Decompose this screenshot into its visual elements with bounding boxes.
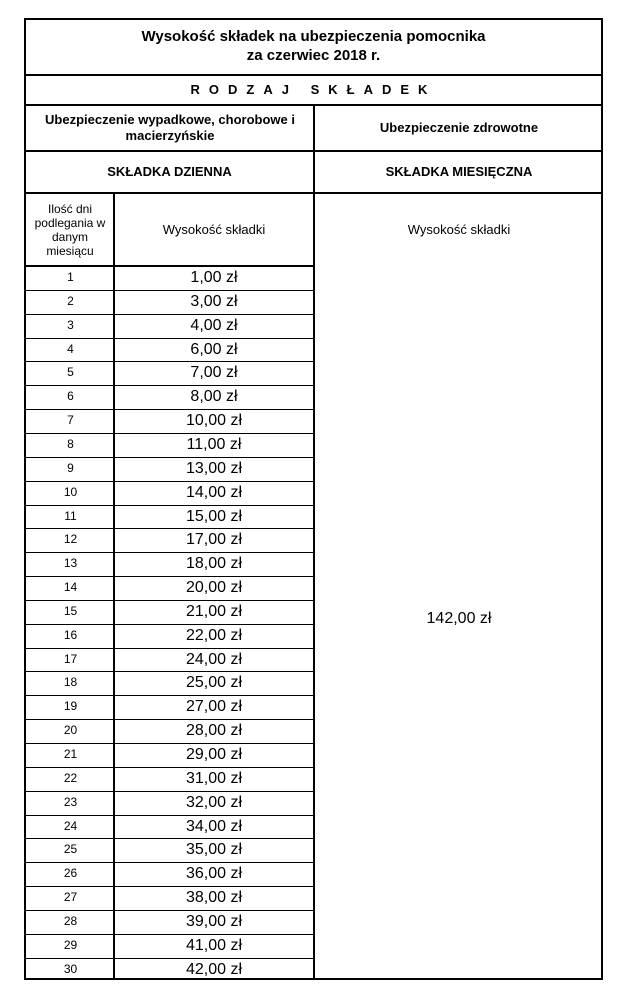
row-days: 2: [67, 293, 74, 308]
row-amount: 24,00 zł: [185, 650, 243, 668]
amount-column-header: Wysokość składki: [162, 222, 266, 237]
accident-insurance-header: Ubezpieczenie wypadkowe, chorobowe i macierzyńskie: [45, 112, 295, 143]
page-title: [26, 27, 601, 65]
row-amount: 42,00 zł: [185, 960, 243, 978]
row-days: 8: [67, 436, 74, 451]
row-days: 3: [67, 317, 74, 332]
health-insurance-header: Ubezpieczenie zdrowotne: [379, 120, 539, 135]
row-amount: 10,00 zł: [185, 412, 243, 430]
row-days: 25: [63, 842, 78, 857]
row-days: 23: [63, 794, 78, 809]
days-column-header: Ilość dni podlegania w danym miesiącu: [34, 201, 106, 258]
row-days: 22: [63, 770, 78, 785]
row-amount: 29,00 zł: [185, 746, 243, 763]
row-days: 5: [67, 365, 74, 380]
row-days: 26: [63, 866, 78, 881]
row-amount: 6,00 zł: [190, 340, 238, 358]
row-days: 15: [63, 603, 78, 618]
row-days: 18: [63, 675, 78, 690]
row-amount: 15,00 zł: [185, 507, 243, 525]
row-amount: 35,00 zł: [185, 841, 243, 859]
row-amount: 22,00 zł: [185, 626, 243, 644]
row-days: 4: [67, 341, 74, 356]
row-days: 9: [67, 460, 74, 475]
row-amount: 13,00 zł: [185, 459, 243, 477]
row-days: 16: [63, 627, 78, 642]
row-amount: 34,00 zł: [185, 817, 243, 835]
row-days: 19: [63, 699, 78, 714]
row-amount: 21,00 zł: [185, 602, 243, 620]
row-amount: 18,00 zł: [185, 555, 243, 573]
row-days: 20: [63, 723, 78, 738]
row-amount: 25,00 zł: [185, 674, 243, 692]
monthly-contribution-value: 142,00 zł: [426, 610, 492, 627]
row-amount: 3,00 zł: [190, 292, 238, 310]
row-days: 1: [67, 270, 74, 284]
row-days: 13: [63, 556, 78, 571]
row-amount: 11,00 zł: [186, 435, 242, 453]
row-days: 17: [63, 651, 78, 666]
row-days: 21: [63, 747, 78, 761]
row-amount: 41,00 zł: [185, 936, 243, 954]
monthly-contribution-header: SKŁADKA MIESIĘCZNA: [385, 164, 533, 179]
row-amount: 1,00 zł: [190, 269, 238, 286]
row-amount: 36,00 zł: [185, 865, 243, 883]
row-amount: 27,00 zł: [185, 698, 243, 716]
row-days: 6: [67, 389, 74, 404]
section-header: RODZAJ SKŁADEK: [190, 82, 437, 97]
row-days: 28: [63, 913, 78, 928]
row-amount: 17,00 zł: [185, 531, 243, 549]
row-days: 7: [67, 413, 74, 428]
row-days: 11: [64, 508, 77, 523]
row-amount: 32,00 zł: [185, 793, 243, 811]
row-amount: 4,00 zł: [190, 316, 238, 334]
row-days: 29: [63, 937, 78, 952]
title-line-2: za czerwiec 2018 r.: [246, 47, 381, 64]
row-amount: 8,00 zł: [190, 388, 238, 406]
row-days: 24: [63, 818, 78, 833]
row-amount: 14,00 zł: [185, 483, 243, 501]
monthly-amount-column-header: Wysokość składki: [407, 222, 511, 237]
daily-contribution-header: SKŁADKA DZIENNA: [107, 164, 232, 179]
row-days: 10: [63, 484, 78, 499]
row-amount: 28,00 zł: [185, 722, 243, 740]
row-amount: 31,00 zł: [185, 769, 243, 787]
row-amount: 7,00 zł: [190, 364, 238, 382]
row-days: 12: [63, 532, 78, 547]
row-amount: 39,00 zł: [185, 912, 243, 930]
row-days: 30: [63, 961, 78, 976]
title-line-1: Wysokość składek na ubezpieczenia pomocnika: [141, 28, 486, 45]
row-days: 27: [63, 890, 78, 905]
row-days: 14: [63, 580, 78, 595]
row-amount: 20,00 zł: [185, 579, 243, 597]
row-amount: 38,00 zł: [185, 889, 243, 907]
